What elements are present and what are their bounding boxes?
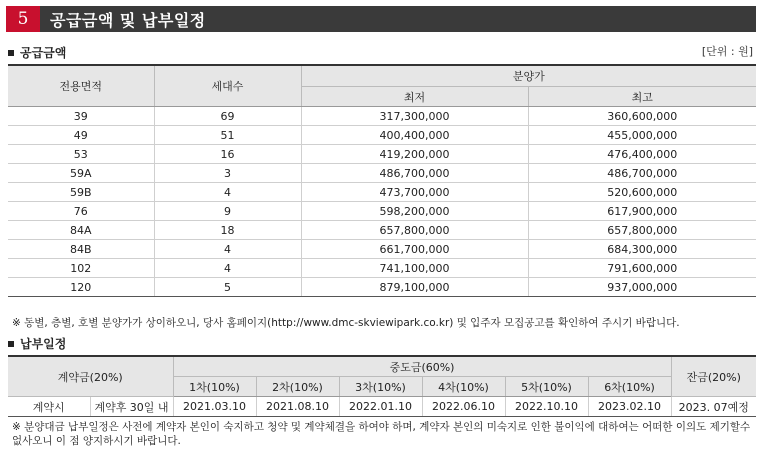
min-price-cell: 419,200,000: [301, 145, 528, 164]
header-max-price: 최고: [528, 87, 756, 107]
header-installment-6: 6차(10%): [588, 377, 671, 397]
header-area: 전용면적: [8, 65, 154, 107]
square-bullet-icon: [8, 341, 14, 347]
table-row: [8, 259, 756, 278]
supply-note: ※ 동별, 층별, 호별 분양가가 상이하오니, 당사 홈페이지(http://www.dmc-skviewipark.co.kr) 및 입주자 모집공고를 확인하여 주시기 바랍니다.: [12, 317, 680, 329]
max-price-cell: 486,700,000: [528, 164, 756, 183]
households-cell: 51: [154, 126, 301, 145]
installment-4-date: 2022.06.10: [422, 397, 505, 417]
payment-schedule-table: [8, 355, 756, 417]
households-cell: 9: [154, 202, 301, 221]
area-cell: 84A: [8, 221, 154, 240]
min-price-cell: 486,700,000: [301, 164, 528, 183]
installment-5-date: 2022.10.10: [505, 397, 588, 417]
table-row: [8, 126, 756, 145]
unit-label: [단위 : 원]: [701, 45, 753, 58]
households-cell: 18: [154, 221, 301, 240]
min-price-cell: 879,100,000: [301, 278, 528, 297]
max-price-cell: 360,600,000: [528, 107, 756, 126]
households-cell: 16: [154, 145, 301, 164]
max-price-cell: 617,900,000: [528, 202, 756, 221]
table-row: [8, 221, 756, 240]
table-row: [8, 145, 756, 164]
area-cell: 53: [8, 145, 154, 164]
households-cell: 4: [154, 240, 301, 259]
header-deposit: 계약금(20%): [8, 356, 173, 397]
area-cell: 120: [8, 278, 154, 297]
area-cell: 84B: [8, 240, 154, 259]
deposit-within-30-days: 계약후 30일 내: [90, 397, 173, 417]
area-cell: 49: [8, 126, 154, 145]
supply-heading-text: 공급금액: [20, 46, 67, 60]
area-cell: 39: [8, 107, 154, 126]
min-price-cell: 473,700,000: [301, 183, 528, 202]
schedule-heading-text: 납부일정: [20, 337, 67, 351]
max-price-cell: 520,600,000: [528, 183, 756, 202]
area-cell: 59B: [8, 183, 154, 202]
area-cell: 59A: [8, 164, 154, 183]
table-row: [8, 278, 756, 297]
balance-date: 2023. 07예정: [671, 397, 756, 417]
schedule-heading: [8, 335, 66, 352]
supply-price-table: [8, 64, 756, 297]
max-price-cell: 657,800,000: [528, 221, 756, 240]
table-row: [8, 202, 756, 221]
installment-1-date: 2021.03.10: [173, 397, 256, 417]
header-min-price: 최저: [301, 87, 528, 107]
max-price-cell: 684,300,000: [528, 240, 756, 259]
max-price-cell: 476,400,000: [528, 145, 756, 164]
table-row: [8, 183, 756, 202]
installment-6-date: 2023.02.10: [588, 397, 671, 417]
header-balance: 잔금(20%): [671, 356, 756, 397]
table-row: [8, 397, 756, 417]
table-row: [8, 107, 756, 126]
section-title: 공급금액 및 납부일정: [50, 10, 206, 30]
min-price-cell: 741,100,000: [301, 259, 528, 278]
table-row: [8, 240, 756, 259]
min-price-cell: 317,300,000: [301, 107, 528, 126]
header-installment-5: 5차(10%): [505, 377, 588, 397]
area-cell: 102: [8, 259, 154, 278]
min-price-cell: 661,700,000: [301, 240, 528, 259]
households-cell: 3: [154, 164, 301, 183]
header-households: 세대수: [154, 65, 301, 107]
max-price-cell: 455,000,000: [528, 126, 756, 145]
installment-2-date: 2021.08.10: [256, 397, 339, 417]
header-installment-4: 4차(10%): [422, 377, 505, 397]
square-bullet-icon: [8, 50, 14, 56]
deposit-at-contract: 계약시: [8, 397, 90, 417]
schedule-note: ※ 분양대금 납부일정은 사전에 계약자 본인이 숙지하고 청약 및 계약체결을 하여야 하며, 계약자 본인의 미숙지로 인한 불이익에 대하여는 어떠한 이의도 제기할수 없사오니 이 점 양지하시기 바랍니다.: [12, 421, 751, 447]
min-price-cell: 598,200,000: [301, 202, 528, 221]
supply-heading: [8, 44, 66, 61]
header-installment-3: 3차(10%): [339, 377, 422, 397]
section-title-bar: [6, 6, 756, 32]
households-cell: 4: [154, 259, 301, 278]
installment-3-date: 2022.01.10: [339, 397, 422, 417]
header-interim: 중도금(60%): [173, 356, 671, 377]
header-installment-2: 2차(10%): [256, 377, 339, 397]
table-row: [8, 164, 756, 183]
header-price-group: 분양가: [301, 65, 756, 87]
households-cell: 4: [154, 183, 301, 202]
households-cell: 5: [154, 278, 301, 297]
max-price-cell: 791,600,000: [528, 259, 756, 278]
max-price-cell: 937,000,000: [528, 278, 756, 297]
header-installment-1: 1차(10%): [173, 377, 256, 397]
min-price-cell: 657,800,000: [301, 221, 528, 240]
section-number: 5: [6, 6, 40, 32]
min-price-cell: 400,400,000: [301, 126, 528, 145]
households-cell: 69: [154, 107, 301, 126]
area-cell: 76: [8, 202, 154, 221]
